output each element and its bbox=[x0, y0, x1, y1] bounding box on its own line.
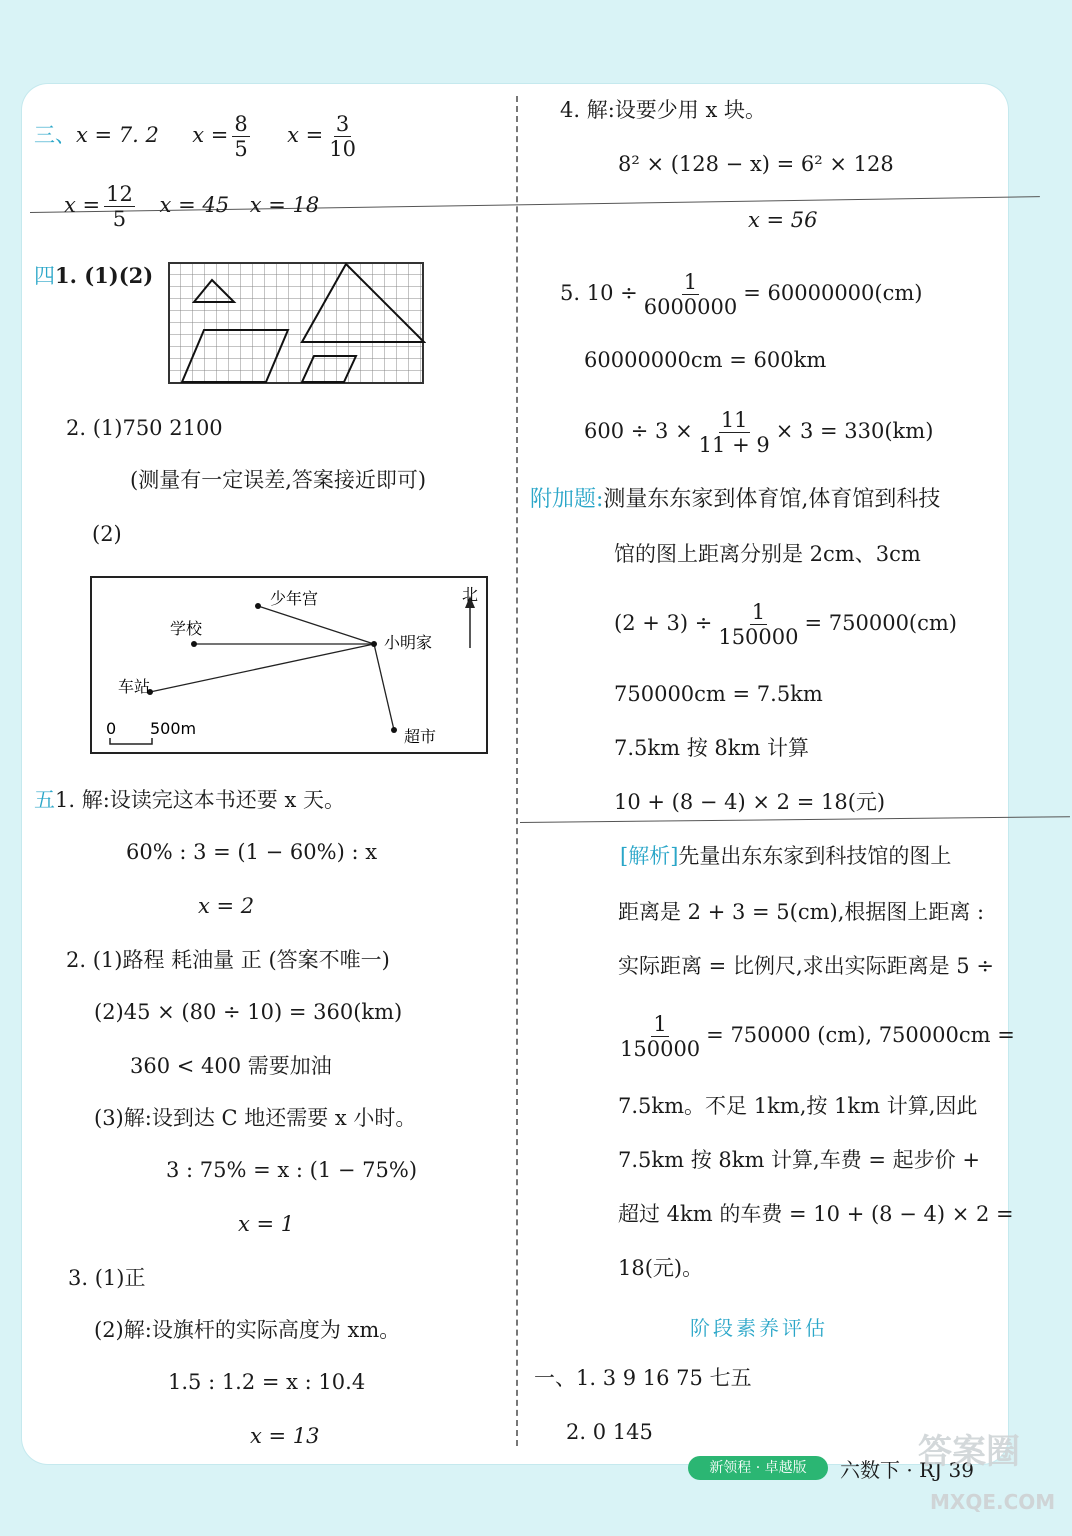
extra-label: 附加题: bbox=[530, 487, 604, 512]
analysis-line3: 实际距离 = 比例尺,求出实际距离是 5 ÷ bbox=[618, 954, 994, 978]
section-4-label: 四 bbox=[34, 264, 55, 288]
page-number: 六数下 · RJ 39 bbox=[840, 1458, 974, 1482]
analysis-line5: 7.5km。不足 1km,按 1km 计算,因此 bbox=[618, 1094, 978, 1118]
location-map bbox=[90, 576, 490, 756]
s5-q1-eq: 60% : 3 = (1 − 60%) : x bbox=[126, 840, 378, 864]
s5-q2-2: (2)45 × (80 ÷ 10) = 360(km) bbox=[94, 1000, 403, 1024]
s4-q2: 2. (1)750 2100 bbox=[66, 416, 223, 440]
s5-q1-ans: x = 2 bbox=[198, 894, 255, 918]
s5-q3-1: 3. (1)正 bbox=[68, 1266, 146, 1290]
grid bbox=[169, 263, 423, 383]
school-label: 学校 bbox=[170, 619, 203, 638]
s5-q1: 五1. 解:设读完这本书还要 x 天。 bbox=[34, 788, 345, 812]
s5-q3-2: (2)解:设旗杆的实际高度为 xm。 bbox=[94, 1318, 401, 1342]
extra-line1: 附加题:测量东东家到体育馆,体育馆到科技 bbox=[530, 487, 941, 512]
s3-row1: 三、x = 7. 2 x = $\frac{8}{5}$ x = $\frac{3}{10}$ bbox=[34, 112, 356, 161]
analysis-line7: 超过 4km 的车费 = 10 + (8 − 4) × 2 = bbox=[618, 1202, 1014, 1226]
home-label: 小明家 bbox=[384, 633, 433, 652]
analysis-line8: 18(元)。 bbox=[618, 1256, 704, 1280]
analysis-line4: $\frac{1}{150000}$ = 750000 (cm), 750000cm = bbox=[620, 1012, 1015, 1061]
station-label: 车站 bbox=[118, 677, 151, 696]
analysis-line6: 7.5km 按 8km 计算,车费 = 起步价 + bbox=[618, 1148, 980, 1172]
s5-q2-eq: 3 : 75% = x : (1 − 75%) bbox=[166, 1158, 418, 1182]
extra-line4: 750000cm = 7.5km bbox=[614, 682, 823, 706]
s4-q2-note: (测量有一定误差,答案接近即可) bbox=[130, 468, 427, 492]
section-5-label: 五 bbox=[34, 788, 55, 812]
s5-q3-eq: 1.5 : 1.2 = x : 10.4 bbox=[168, 1370, 366, 1394]
extra-line5: 7.5km 按 8km 计算 bbox=[614, 736, 810, 760]
analysis-line1: [解析]先量出东东家到科技馆的图上 bbox=[620, 844, 952, 868]
supermarket-label: 超市 bbox=[404, 727, 437, 746]
scale-zero: 0 bbox=[106, 719, 117, 738]
s3-row2: x = $\frac{12}{5}$ x = 45 x = 18 bbox=[64, 182, 320, 231]
fraction: $\frac{12}{5}$ bbox=[106, 182, 133, 231]
s5-q2-3: 360 < 400 需要加油 bbox=[130, 1054, 332, 1078]
s5-q2-4: (3)解:设到达 C 地还需要 x 小时。 bbox=[94, 1106, 417, 1130]
scale-length: 500m bbox=[150, 719, 197, 738]
extra-line2: 馆的图上距离分别是 2cm、3cm bbox=[614, 542, 921, 566]
youth-palace-label: 少年宫 bbox=[270, 589, 319, 608]
north-label: 北 bbox=[462, 585, 479, 604]
s4-q1: 四1. (1)(2) bbox=[34, 263, 154, 288]
stage-q2: 2. 0 145 bbox=[566, 1420, 653, 1444]
fraction: $\frac{1}{6000000}$ bbox=[643, 270, 738, 319]
q5-line1: 5. 10 ÷ $\frac{1}{6000000}$ = 60000000(cm) bbox=[560, 270, 923, 319]
analysis-label: [解析] bbox=[620, 844, 679, 868]
extra-line3: (2 + 3) ÷ $\frac{1}{150000}$ = 750000(cm) bbox=[614, 600, 957, 649]
fraction: $\frac{11}{11 + 9}$ bbox=[698, 408, 770, 457]
analysis-line2: 距离是 2 + 3 = 5(cm),根据图上距离 : bbox=[618, 900, 985, 924]
fraction: $\frac{1}{150000}$ bbox=[718, 600, 799, 649]
extra-line6: 10 + (8 − 4) × 2 = 18(元) bbox=[614, 790, 886, 814]
column-divider bbox=[516, 96, 518, 1446]
s5-q2-ans: x = 1 bbox=[238, 1212, 295, 1236]
q4: 4. 解:设要少用 x 块。 bbox=[560, 98, 766, 122]
q4-eq: 8² × (128 − x) = 6² × 128 bbox=[618, 152, 894, 176]
watermark-logo: 答案圈 bbox=[918, 1432, 1020, 1472]
stage-q1: 一、1. 3 9 16 75 七五 bbox=[534, 1366, 752, 1390]
fraction: $\frac{1}{150000}$ bbox=[620, 1012, 701, 1061]
s5-q2-1: 2. (1)路程 耗油量 正 (答案不唯一) bbox=[66, 948, 390, 972]
watermark-url: MXQE.COM bbox=[930, 1490, 1056, 1514]
q5-line3: 600 ÷ 3 × $\frac{11}{11 + 9}$ × 3 = 330(km) bbox=[584, 408, 934, 457]
s4-q2-2: (2) bbox=[92, 522, 122, 546]
section-3-label: 三、 bbox=[34, 123, 76, 147]
grid-figure bbox=[168, 262, 426, 386]
fraction: $\frac{3}{10}$ bbox=[329, 112, 356, 161]
q4-ans: x = 56 bbox=[748, 208, 818, 232]
s5-q3-ans: x = 13 bbox=[250, 1424, 320, 1448]
stage-title: 阶段素养评估 bbox=[690, 1316, 828, 1340]
q5-line2: 60000000cm = 600km bbox=[584, 348, 827, 372]
brand-badge: 新领程 · 卓越版 bbox=[688, 1456, 828, 1480]
fraction: $\frac{8}{5}$ bbox=[234, 112, 248, 161]
